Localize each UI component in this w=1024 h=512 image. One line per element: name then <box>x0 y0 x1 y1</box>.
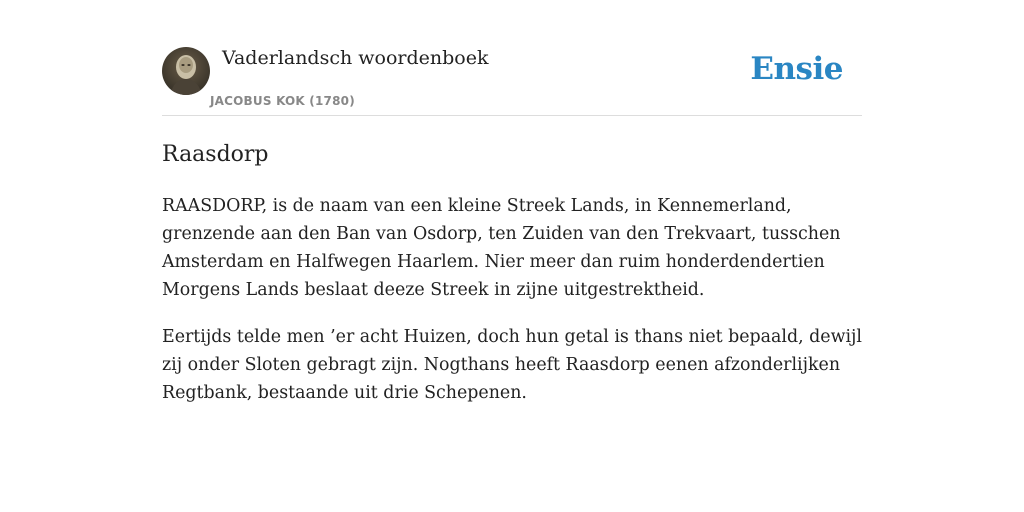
page-header <box>162 0 862 116</box>
entry-title: Raasdorp <box>162 142 269 167</box>
page <box>162 0 862 403</box>
book-title[interactable]: Vaderlandsch woordenboek <box>222 47 489 69</box>
author-portrait-icon[interactable] <box>162 47 210 95</box>
entry-paragraph: Eertijds telde men ’er acht Huizen, doch hun getal is thans niet bepaald, dewijl zij onder Sloten gebragt zijn. Nogthans heeft Raasdorp eenen afzonderlijken Regtbank, bestaande uit drie Schepenen. <box>162 327 862 403</box>
entry-body <box>162 192 862 426</box>
ensie-logo-link[interactable]: Ensie <box>750 51 843 87</box>
entry-paragraph: RAASDORP, is de naam van een kleine Streek Lands, in Kennemerland, grenzende aan den Ban van Osdorp, ten Zuiden van den Trekvaart, tusschen Amsterdam en Halfwegen Haarlem. Nier meer dan ruim honderdendertien Morgens Lands beslaat deeze Streek in zijne uitgestrektheid. <box>162 196 841 300</box>
author-credit: JACOBUS KOK (1780) <box>210 94 355 108</box>
